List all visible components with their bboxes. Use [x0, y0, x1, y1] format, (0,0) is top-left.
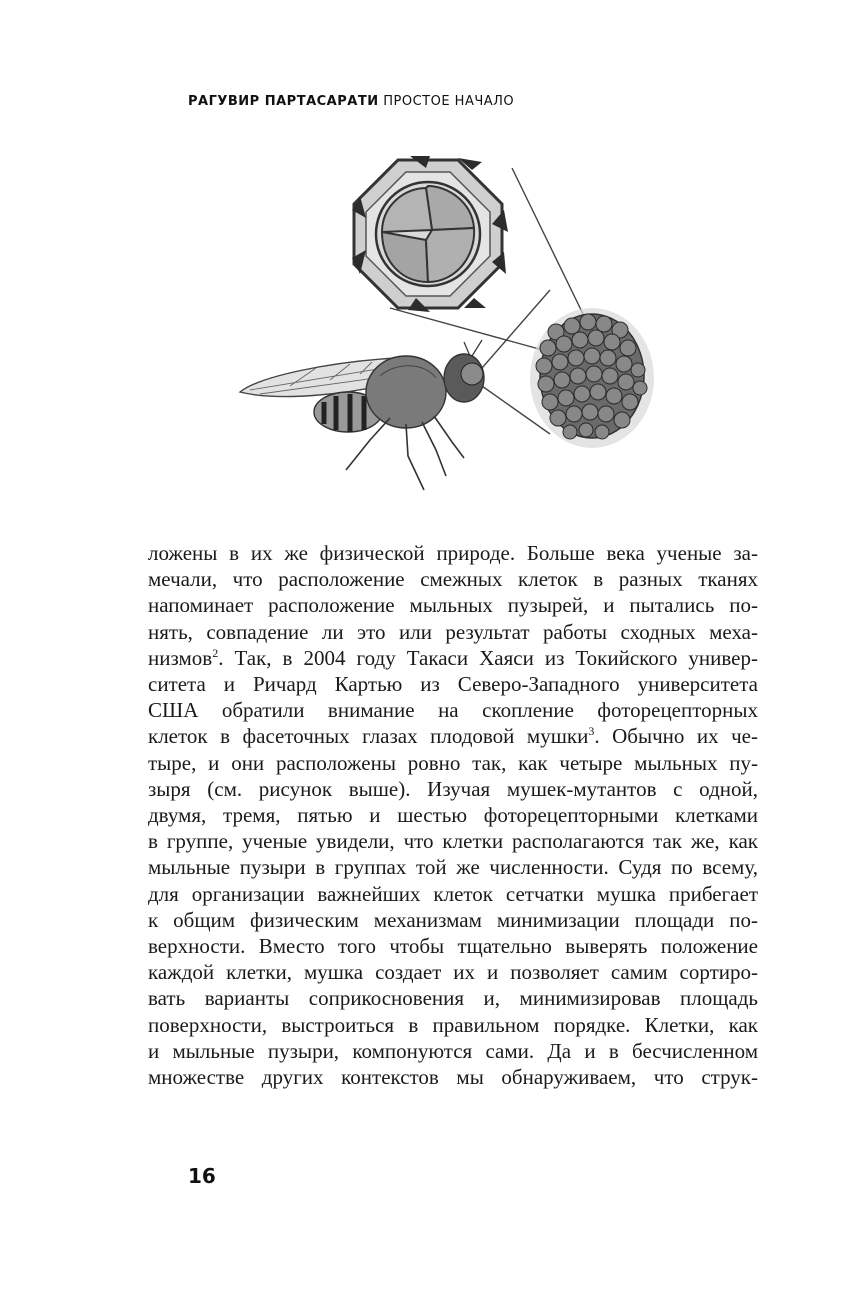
text-line: ложены в их же физической природе. Больше века ученые за-	[148, 541, 758, 565]
running-head-title: ПРОСТОЕ НАЧАЛО	[383, 94, 515, 109]
text-line: нять, совпадение ли это или результат работы сходных меха-	[148, 619, 758, 644]
running-head-author: РАГУВИР ПАРТАСАРАТИ	[188, 94, 379, 109]
pointer-line	[390, 308, 550, 352]
text-line: вать варианты соприкосновения и, минимизировав площадь	[148, 986, 758, 1011]
text-fragment: клеток в фасеточных глазах плодовой мушки	[148, 724, 589, 749]
text-fragment: . Обычно их че-	[594, 724, 758, 749]
running-head	[188, 94, 514, 109]
illustration-svg	[220, 140, 660, 500]
text-fragment: низмов	[148, 645, 213, 670]
fruit-fly-icon	[240, 340, 484, 490]
text-line: и мыльные пузыри, компонуются сами. Да и в бесчисленном	[148, 1038, 758, 1063]
text-line: ситета и Ричард Картью из Северо-Западного университета	[148, 672, 758, 697]
text-line: каждой клетки, мушка создает их и позволяет самим сортиро-	[148, 960, 758, 985]
text-line: в группе, ученые увидели, что клетки располагаются так же, как	[148, 829, 758, 854]
text-line: множестве других контекстов мы обнаруживаем, что струк-	[148, 1065, 758, 1090]
fruit-fly-eye-illustration	[220, 140, 660, 500]
text-line: поверхности, выстроиться в правильном порядке. Клетки, как	[148, 1012, 758, 1037]
body-text	[148, 540, 758, 1090]
footnote-ref[interactable]: 2	[212, 645, 219, 660]
footnote-ref[interactable]: 3	[588, 724, 595, 739]
text-line: к общим физическим механизмам минимизации площади по-	[148, 907, 758, 932]
text-line: мечали, что расположение смежных клеток в разных тканях	[148, 567, 758, 592]
ommatidium-cross-section-icon	[352, 156, 508, 312]
text-line	[148, 645, 758, 671]
text-fragment: . Так, в 2004 году Такаси Хаяси из Токийского универ-	[218, 645, 758, 670]
pointer-line	[512, 168, 584, 316]
text-line	[148, 723, 758, 749]
text-line: двумя, тремя, пятью и шестью фоторецепторными клетками	[148, 803, 758, 828]
text-line: США обратили внимание на скопление фоторецепторных	[148, 698, 758, 723]
text-line: мыльные пузыри в группах той же численности. Судя по всему,	[148, 855, 758, 880]
compound-eye-icon	[530, 308, 654, 448]
text-line: тыре, и они расположены ровно так, как четыре мыльных пу-	[148, 750, 758, 775]
text-line: напоминает расположение мыльных пузырей, и пытались по-	[148, 593, 758, 618]
text-line: зыря (см. рисунок выше). Изучая мушек-мутантов с одной,	[148, 776, 758, 801]
text-line: верхности. Вместо того чтобы тщательно выверять положение	[148, 934, 758, 959]
text-line: для организации важнейших клеток сетчатки мушка прибегает	[148, 881, 758, 906]
page-number: 16	[188, 1164, 216, 1188]
